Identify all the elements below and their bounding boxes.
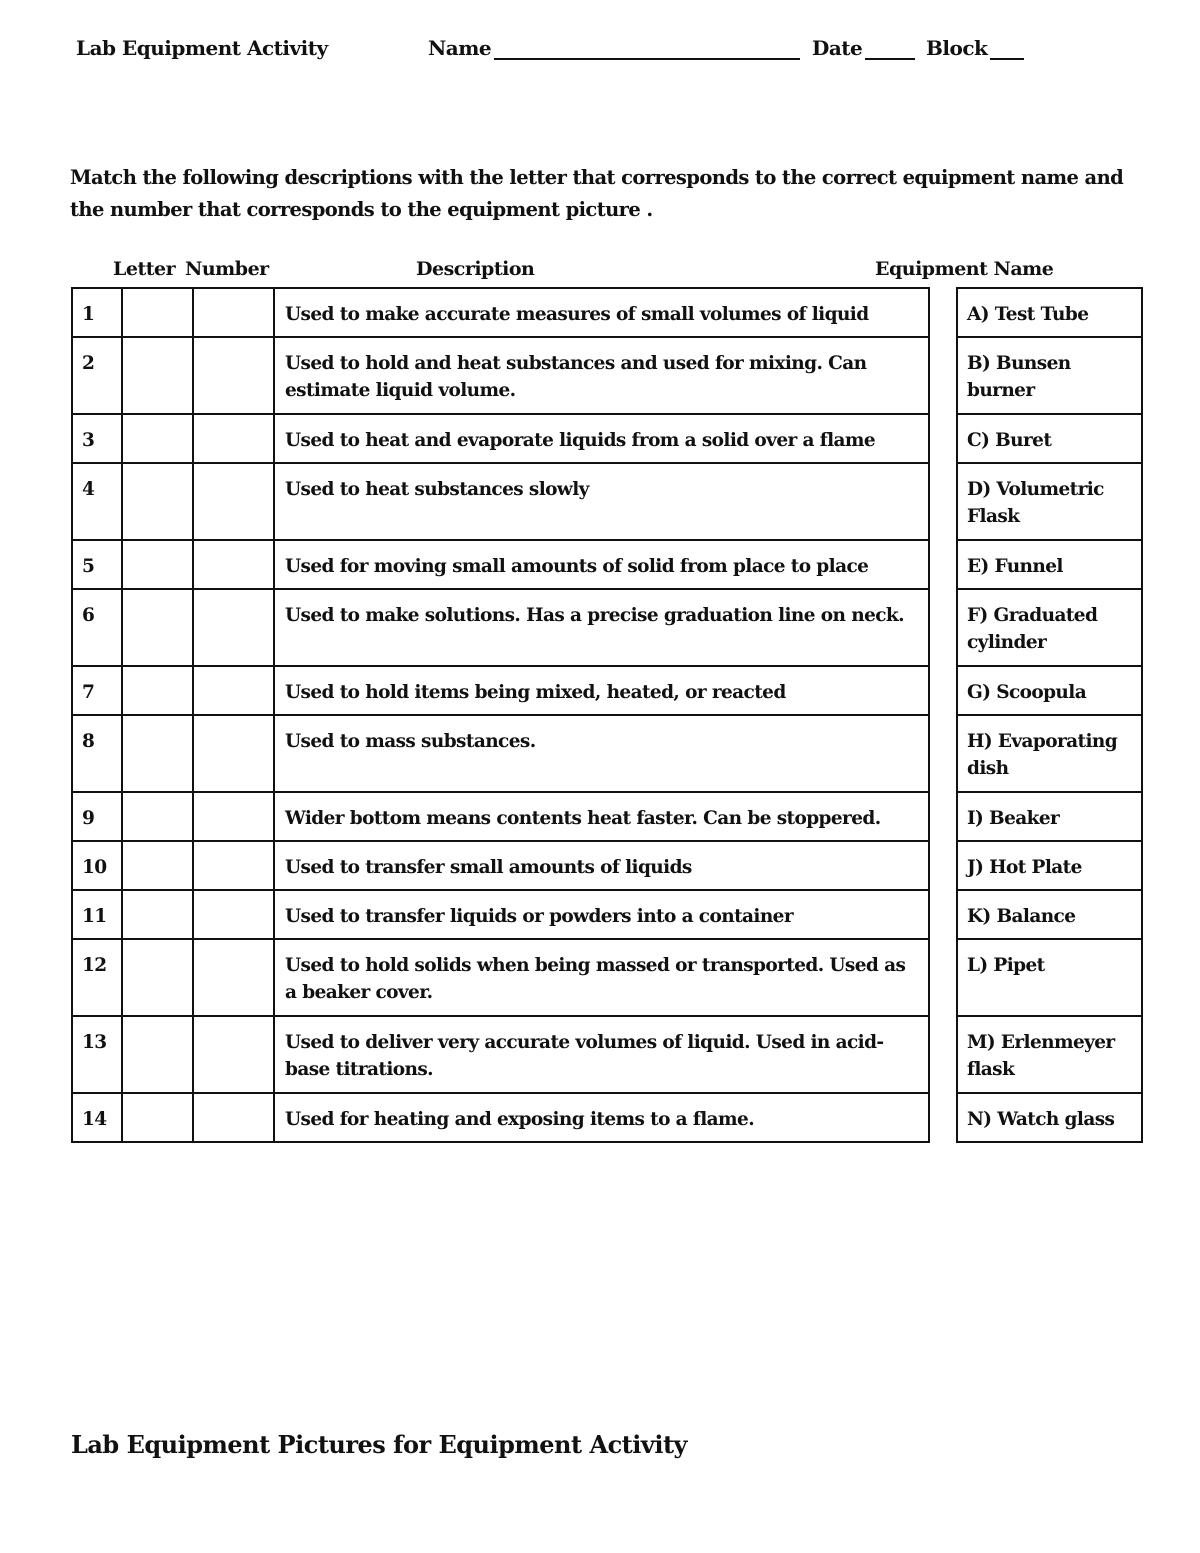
- column-header-letter: Letter: [113, 258, 176, 280]
- worksheet-header: [0, 36, 1200, 66]
- row-number: 6: [72, 589, 122, 666]
- table-row: [72, 939, 1142, 1016]
- equipment-name-cell: C) Buret: [957, 414, 1142, 463]
- row-number: 5: [72, 540, 122, 589]
- worksheet-title: Lab Equipment Activity: [76, 36, 328, 60]
- number-answer-cell[interactable]: [193, 666, 274, 715]
- column-gap: [929, 792, 957, 841]
- row-number: 3: [72, 414, 122, 463]
- row-number: 2: [72, 337, 122, 414]
- row-number: 12: [72, 939, 122, 1016]
- description-cell: Used to mass substances.: [274, 715, 929, 792]
- equipment-name-cell: K) Balance: [957, 890, 1142, 939]
- description-cell: Wider bottom means contents heat faster. Can be stoppered.: [274, 792, 929, 841]
- column-gap: [929, 666, 957, 715]
- description-cell: Used to make accurate measures of small volumes of liquid: [274, 288, 929, 337]
- letter-answer-cell[interactable]: [122, 792, 193, 841]
- column-gap: [929, 890, 957, 939]
- table-row: [72, 1016, 1142, 1093]
- number-answer-cell[interactable]: [193, 939, 274, 1016]
- date-label: Date: [812, 36, 863, 60]
- description-cell: Used to make solutions. Has a precise graduation line on neck.: [274, 589, 929, 666]
- block-blank[interactable]: [990, 38, 1024, 60]
- table-row: [72, 540, 1142, 589]
- number-answer-cell[interactable]: [193, 890, 274, 939]
- number-answer-cell[interactable]: [193, 792, 274, 841]
- name-label: Name: [428, 36, 492, 60]
- equipment-name-cell: A) Test Tube: [957, 288, 1142, 337]
- table-row: [72, 1093, 1142, 1142]
- letter-answer-cell[interactable]: [122, 288, 193, 337]
- number-answer-cell[interactable]: [193, 414, 274, 463]
- description-cell: Used to hold solids when being massed or transported. Used as a beaker cover.: [274, 939, 929, 1016]
- name-field[interactable]: [428, 36, 800, 60]
- row-number: 8: [72, 715, 122, 792]
- column-gap: [929, 1093, 957, 1142]
- column-gap: [929, 463, 957, 540]
- equipment-name-cell: M) Erlenmeyer flask: [957, 1016, 1142, 1093]
- number-answer-cell[interactable]: [193, 589, 274, 666]
- number-answer-cell[interactable]: [193, 1016, 274, 1093]
- description-cell: Used for moving small amounts of solid from place to place: [274, 540, 929, 589]
- column-gap: [929, 414, 957, 463]
- description-cell: Used to heat and evaporate liquids from a solid over a flame: [274, 414, 929, 463]
- letter-answer-cell[interactable]: [122, 463, 193, 540]
- description-cell: Used to transfer small amounts of liquids: [274, 841, 929, 890]
- description-cell: Used to hold items being mixed, heated, or reacted: [274, 666, 929, 715]
- table-row: [72, 337, 1142, 414]
- row-number: 14: [72, 1093, 122, 1142]
- table-row: [72, 666, 1142, 715]
- equipment-name-cell: N) Watch glass: [957, 1093, 1142, 1142]
- matching-table: [71, 287, 1143, 1143]
- column-gap: [929, 841, 957, 890]
- column-gap: [929, 589, 957, 666]
- table-row: [72, 890, 1142, 939]
- description-cell: Used for heating and exposing items to a flame.: [274, 1093, 929, 1142]
- equipment-name-cell: L) Pipet: [957, 939, 1142, 1016]
- row-number: 7: [72, 666, 122, 715]
- column-gap: [929, 288, 957, 337]
- column-gap: [929, 715, 957, 792]
- equipment-name-cell: J) Hot Plate: [957, 841, 1142, 890]
- number-answer-cell[interactable]: [193, 715, 274, 792]
- letter-answer-cell[interactable]: [122, 540, 193, 589]
- table-row: [72, 715, 1142, 792]
- number-answer-cell[interactable]: [193, 463, 274, 540]
- table-row: [72, 589, 1142, 666]
- column-gap: [929, 939, 957, 1016]
- letter-answer-cell[interactable]: [122, 414, 193, 463]
- table-row: [72, 841, 1142, 890]
- number-answer-cell[interactable]: [193, 540, 274, 589]
- column-header-equipment-name: Equipment Name: [875, 258, 1054, 280]
- table-row: [72, 463, 1142, 540]
- column-gap: [929, 540, 957, 589]
- letter-answer-cell[interactable]: [122, 1093, 193, 1142]
- equipment-name-cell: E) Funnel: [957, 540, 1142, 589]
- date-blank[interactable]: [865, 38, 915, 60]
- letter-answer-cell[interactable]: [122, 337, 193, 414]
- description-cell: Used to deliver very accurate volumes of liquid. Used in acid-base titrations.: [274, 1016, 929, 1093]
- row-number: 10: [72, 841, 122, 890]
- column-header-description: Description: [416, 258, 535, 280]
- table-row: [72, 288, 1142, 337]
- equipment-name-cell: G) Scoopula: [957, 666, 1142, 715]
- number-answer-cell[interactable]: [193, 1093, 274, 1142]
- number-answer-cell[interactable]: [193, 337, 274, 414]
- equipment-name-cell: F) Graduated cylinder: [957, 589, 1142, 666]
- row-number: 1: [72, 288, 122, 337]
- equipment-name-cell: I) Beaker: [957, 792, 1142, 841]
- pictures-section-title: Lab Equipment Pictures for Equipment Activity: [71, 1430, 687, 1459]
- block-field[interactable]: [926, 36, 1024, 60]
- equipment-name-cell: D) Volumetric Flask: [957, 463, 1142, 540]
- row-number: 9: [72, 792, 122, 841]
- equipment-name-cell: H) Evaporating dish: [957, 715, 1142, 792]
- row-number: 4: [72, 463, 122, 540]
- description-cell: Used to transfer liquids or powders into a container: [274, 890, 929, 939]
- equipment-name-cell: B) Bunsen burner: [957, 337, 1142, 414]
- letter-answer-cell[interactable]: [122, 939, 193, 1016]
- date-field[interactable]: [812, 36, 915, 60]
- letter-answer-cell[interactable]: [122, 890, 193, 939]
- letter-answer-cell[interactable]: [122, 1016, 193, 1093]
- description-cell: Used to heat substances slowly: [274, 463, 929, 540]
- number-answer-cell[interactable]: [193, 288, 274, 337]
- letter-answer-cell[interactable]: [122, 841, 193, 890]
- description-cell: Used to hold and heat substances and used for mixing. Can estimate liquid volume.: [274, 337, 929, 414]
- name-blank[interactable]: [494, 38, 800, 60]
- table-row: [72, 414, 1142, 463]
- column-header-number: Number: [185, 258, 269, 280]
- column-gap: [929, 1016, 957, 1093]
- block-label: Block: [926, 36, 988, 60]
- table-row: [72, 792, 1142, 841]
- instructions-text: Match the following descriptions with the letter that corresponds to the correct equipment name and the number that corresponds to the equipment picture .: [70, 166, 1124, 221]
- letter-answer-cell[interactable]: [122, 715, 193, 792]
- number-answer-cell[interactable]: [193, 841, 274, 890]
- letter-answer-cell[interactable]: [122, 666, 193, 715]
- row-number: 13: [72, 1016, 122, 1093]
- letter-answer-cell[interactable]: [122, 589, 193, 666]
- column-gap: [929, 337, 957, 414]
- row-number: 11: [72, 890, 122, 939]
